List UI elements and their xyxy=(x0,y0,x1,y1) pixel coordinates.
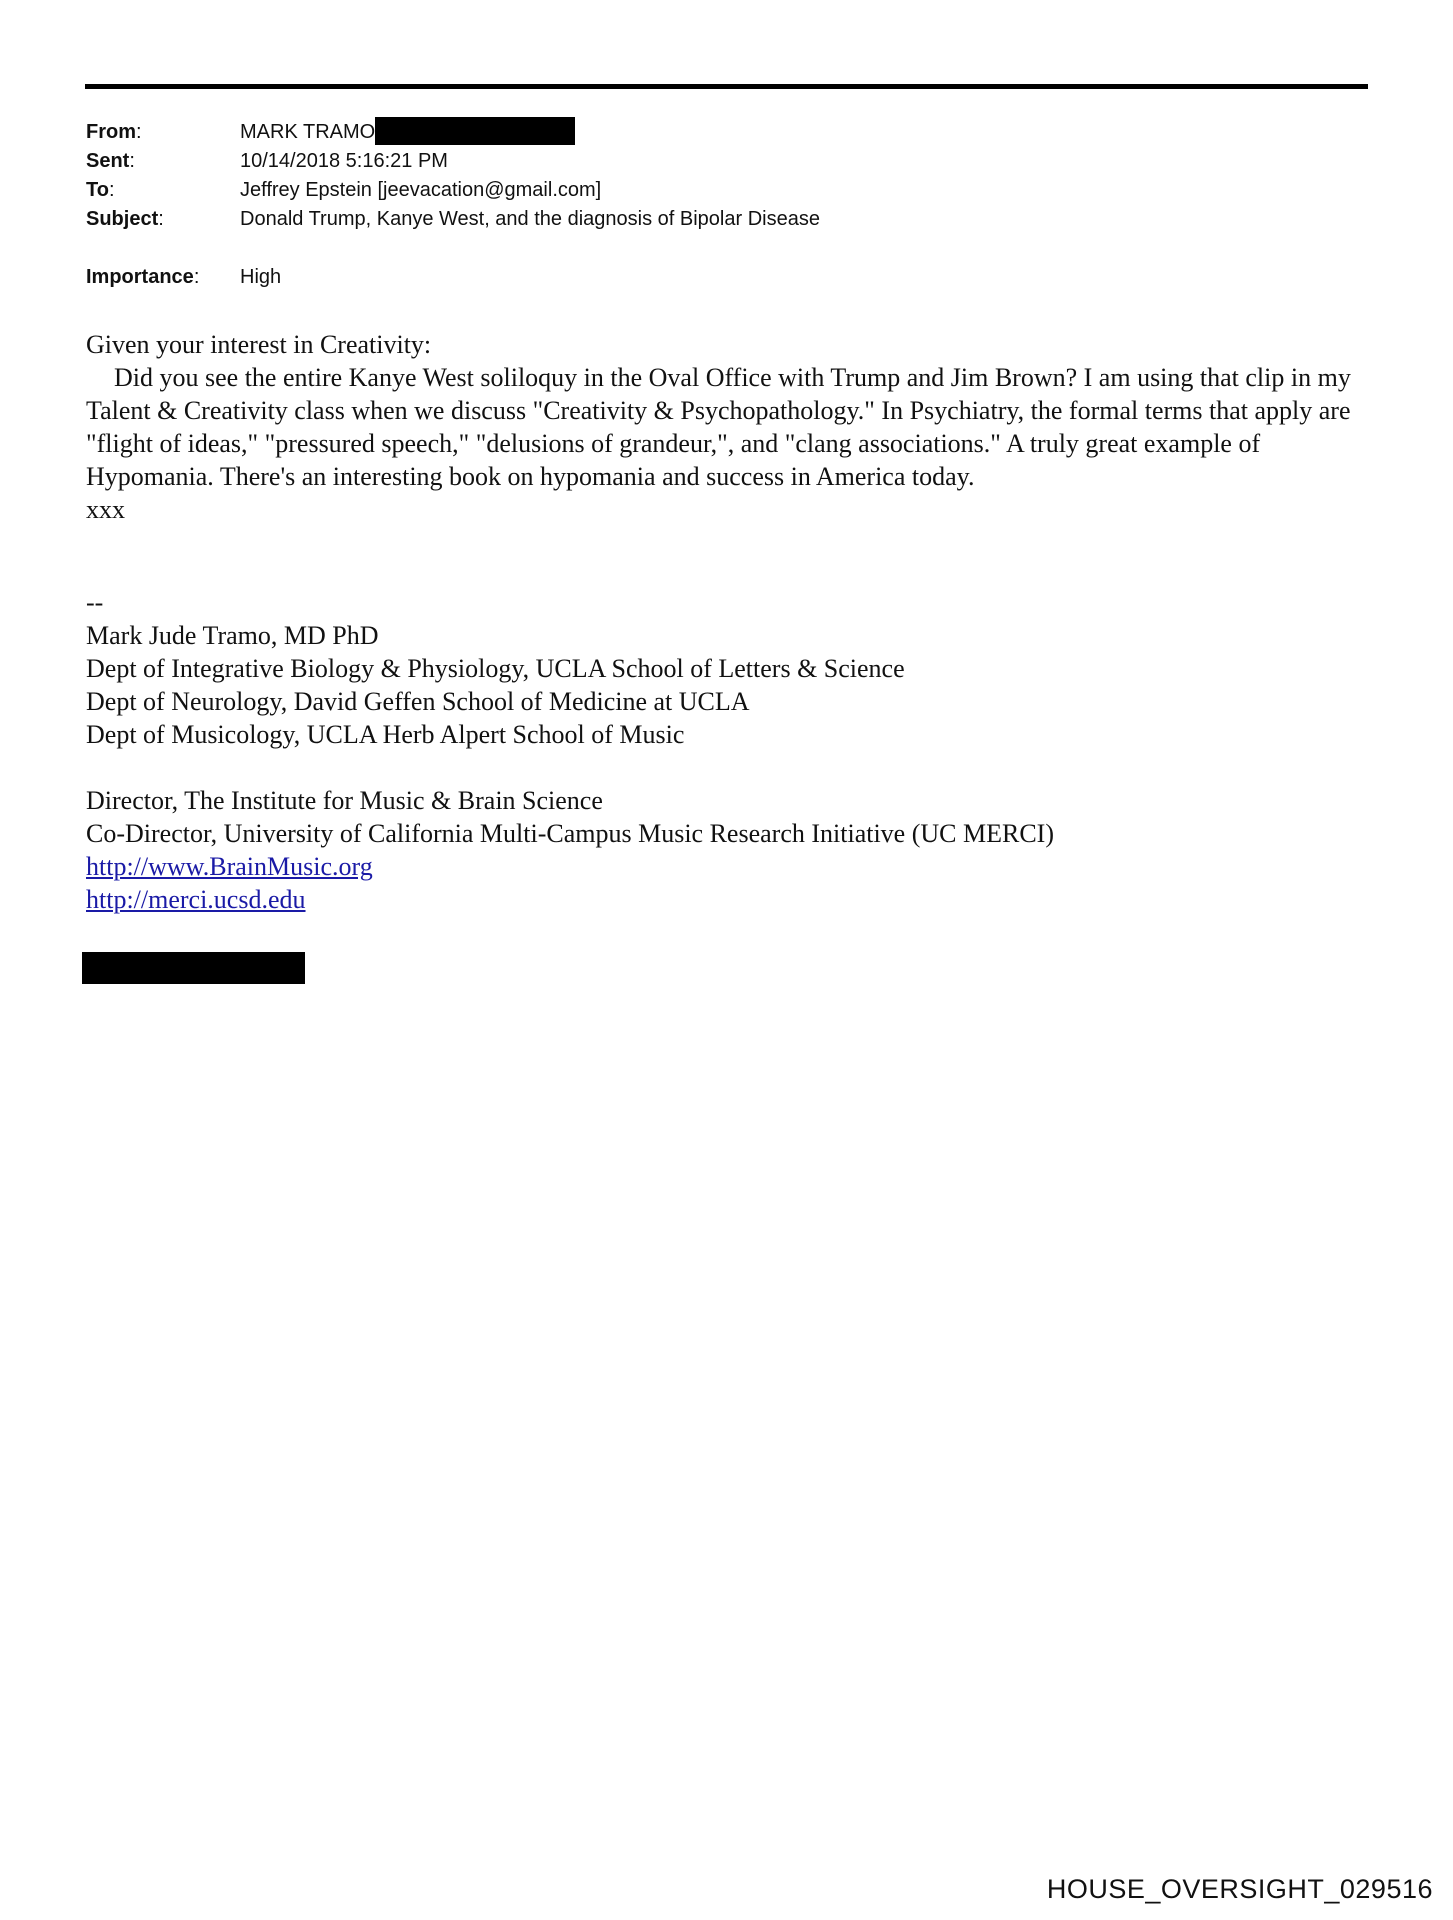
bates-number: HOUSE_OVERSIGHT_029516 xyxy=(1046,1874,1433,1904)
from-value: MARK TRAMO xyxy=(240,121,376,143)
sent-colon: : xyxy=(129,150,135,172)
importance-label: Importance xyxy=(86,266,194,288)
redaction-block xyxy=(82,952,305,984)
subject-value: Donald Trump, Kanye West, and the diagnosis of Bipolar Disease xyxy=(240,208,820,230)
email-header xyxy=(86,118,820,292)
importance-colon: : xyxy=(193,266,200,288)
sent-value: 10/14/2018 5:16:21 PM xyxy=(240,150,448,172)
merci-link[interactable]: http://merci.ucsd.edu xyxy=(86,885,306,914)
to-value: Jeffrey Epstein [jeevacation@gmail.com] xyxy=(240,179,602,201)
signature-dept-1: Dept of Integrative Biology & Physiology, UCLA School of Letters & Science xyxy=(86,654,905,683)
importance-row xyxy=(86,263,820,292)
signature-dept-3: Dept of Musicology, UCLA Herb Alpert School of Music xyxy=(86,720,685,749)
header-divider xyxy=(85,84,1368,89)
signature-separator: -- xyxy=(86,588,104,617)
signature-name: Mark Jude Tramo, MD PhD xyxy=(86,621,379,650)
redaction-bar xyxy=(375,117,575,145)
body-paragraph: Did you see the entire Kanye West soliloquy in the Oval Office with Trump and Jim Brown? I am using that clip in my Talent & Creativity class when we discuss "Creativity & Psychopathology." In Psychiatry, the formal terms that apply are "flight of ideas," "pressured speech," "delusions of grandeur,", and "clang associations." A truly great example of Hypomania. There's an interesting book on hypomania and success in America today. xyxy=(86,363,1351,491)
subject-label: Subject xyxy=(86,208,159,230)
importance-value: High xyxy=(240,266,282,288)
from-colon: : xyxy=(136,121,142,143)
signature-title-1: Director, The Institute for Music & Brain Science xyxy=(86,786,603,815)
sent-row xyxy=(86,147,820,176)
from-row xyxy=(86,118,820,147)
subject-row xyxy=(86,205,820,234)
email-signature xyxy=(86,586,1054,916)
subject-colon: : xyxy=(158,208,164,230)
to-row xyxy=(86,176,820,205)
signature-spacer xyxy=(86,751,1054,784)
to-colon: : xyxy=(108,179,115,201)
signoff: xxx xyxy=(86,495,125,524)
email-body xyxy=(86,328,1376,526)
brainmusic-link[interactable]: http://www.BrainMusic.org xyxy=(86,852,373,881)
from-label: From xyxy=(86,121,136,143)
signature-dept-2: Dept of Neurology, David Geffen School of Medicine at UCLA xyxy=(86,687,750,716)
signature-title-2: Co-Director, University of California Multi-Campus Music Research Initiative (UC MERCI) xyxy=(86,819,1054,848)
sent-label: Sent xyxy=(86,150,130,172)
greeting-line: Given your interest in Creativity: xyxy=(86,330,432,359)
to-label: To xyxy=(86,179,109,201)
